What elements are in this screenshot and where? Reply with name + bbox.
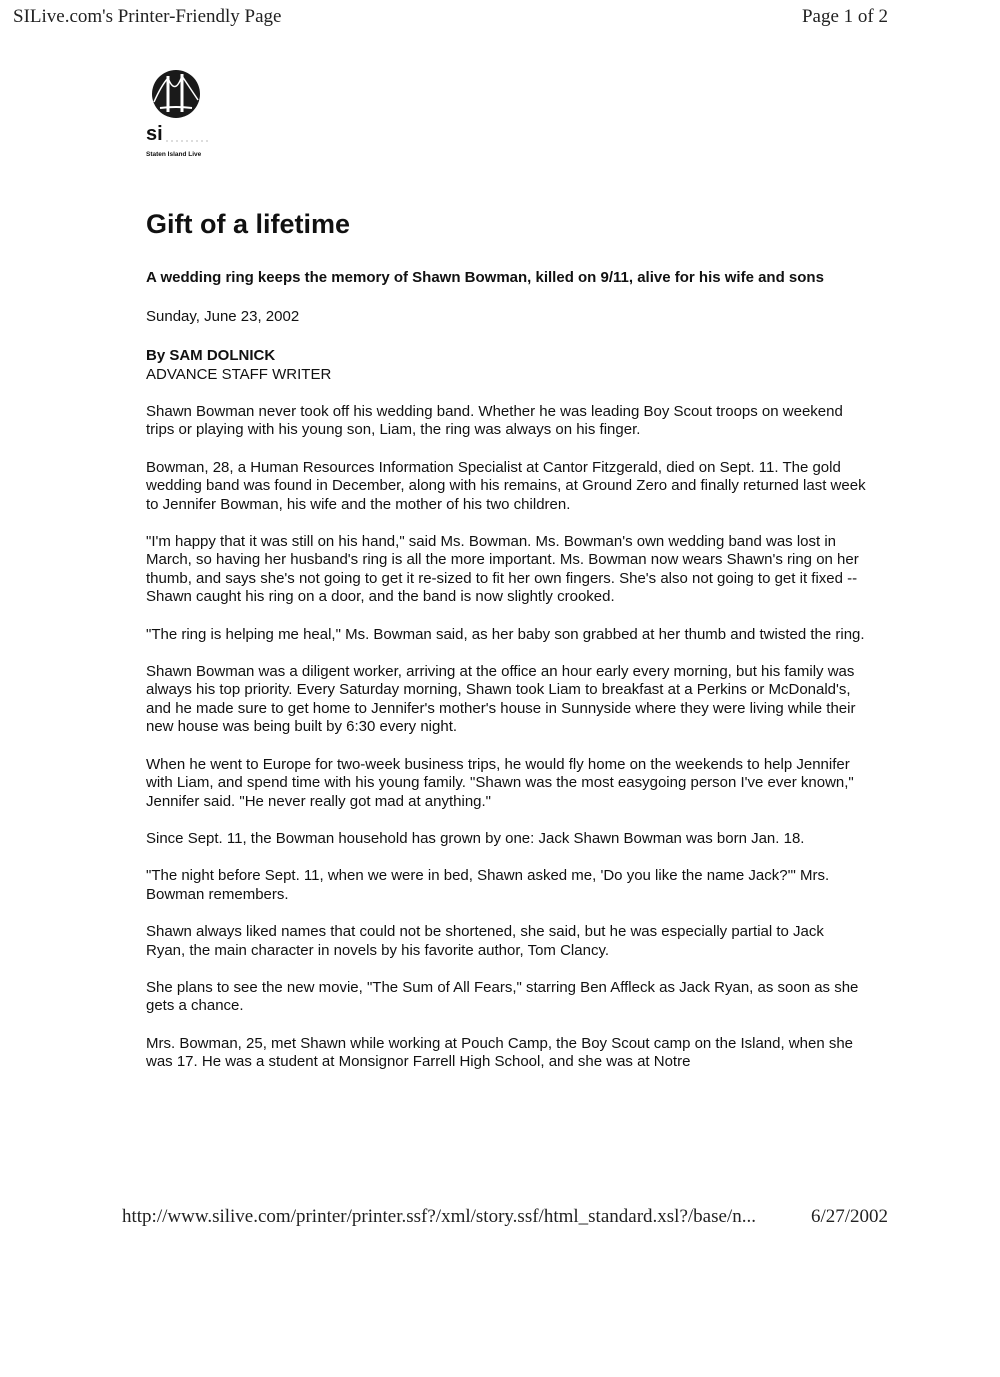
- byline: [146, 346, 866, 384]
- article-paragraph: Shawn always liked names that could not be shortened, she said, but he was especially partial to Jack Ryan, the main character in novels by his favorite author, Tom Clancy.: [146, 923, 824, 959]
- logo-letters: si: [146, 123, 163, 145]
- print-page-title: SILive.com's Printer-Friendly Page: [13, 6, 282, 27]
- page-count: Page 1 of 2: [801, 6, 888, 27]
- logo-tagline: Staten Island Live: [146, 151, 202, 158]
- article-paragraph: Shawn Bowman was a diligent worker, arriving at the office an hour early every morning, but his family was always his top priority. Every Saturday morning, Shawn took Liam to breakfast at a Perkins or McDonald's, and he made sure to get home to Jennifer's mother's house in Sunnyside where they were living while their new house was being built by 6:30 every night.: [146, 663, 856, 736]
- article-paragraph: "The night before Sept. 11, when we were in bed, Shawn asked me, 'Do you like the name Jack?'" Mrs. Bowman remembers.: [146, 867, 830, 903]
- page-url: http://www.silive.com/printer/printer.ssf?/xml/story.ssf/html_standard.xsl?/base/n...: [122, 1206, 756, 1227]
- print-header: [13, 6, 888, 28]
- article-paragraph: Shawn Bowman never took off his wedding band. Whether he was leading Boy Scout troops on weekend trips or playing with his young son, Liam, the ring was always on his finger.: [146, 403, 843, 439]
- subheadline: A wedding ring keeps the memory of Shawn Bowman, killed on 9/11, alive for his wife and sons: [146, 269, 824, 286]
- article-paragraph: "I'm happy that it was still on his hand," said Ms. Bowman. Ms. Bowman's own wedding band was lost in March, so having her husband's ring is all the more important. Ms. Bowman now wears Shawn's ring on her thumb, and says she's not going to get it re-sized to fit her own fingers. She's also not going to get it fixed -- Shawn caught his ring on a door, and the band is now slightly crooked.: [146, 533, 859, 606]
- article-paragraph: She plans to see the new movie, "The Sum of All Fears," starring Ben Affleck as Jack Ryan, as soon as she gets a chance.: [146, 978, 859, 1015]
- article-paragraph: Mrs. Bowman, 25, met Shawn while working at Pouch Camp, the Boy Scout camp on the Island, when she was 17. He was a student at Monsignor Farrell High School, and she was at Notre: [146, 1034, 854, 1071]
- bridge-logo-icon: [146, 66, 256, 166]
- headline: Gift of a lifetime: [146, 209, 351, 239]
- article-paragraph: When he went to Europe for two-week business trips, he would fly home on the weekends to help Jennifer with Liam, and spend time with his young family. "Shawn was the most easygoing person I've ever known," Jennifer said. "He never really got mad at anything.": [146, 755, 854, 810]
- byline-role: ADVANCE STAFF WRITER: [146, 366, 332, 383]
- article-paragraph: Since Sept. 11, the Bowman household has grown by one: Jack Shawn Bowman was born Jan. 18.: [146, 829, 805, 847]
- article-paragraph: "The ring is helping me heal," Ms. Bowman said, as her baby son grabbed at her thumb and twisted the ring.: [146, 625, 865, 643]
- article: [146, 205, 866, 1091]
- article-paragraph: Bowman, 28, a Human Resources Information Specialist at Cantor Fitzgerald, died on Sept. 11. The gold wedding band was found in December, along with his remains, at Ground Zero and finally returned last week to Jennifer Bowman, his wife and the mother of his two children.: [146, 458, 866, 513]
- silive-logo: [146, 66, 256, 166]
- print-date: 6/27/2002: [810, 1206, 888, 1227]
- print-footer: [122, 1206, 888, 1228]
- publish-date: Sunday, June 23, 2002: [146, 308, 300, 325]
- byline-author: By SAM DOLNICK: [146, 347, 276, 364]
